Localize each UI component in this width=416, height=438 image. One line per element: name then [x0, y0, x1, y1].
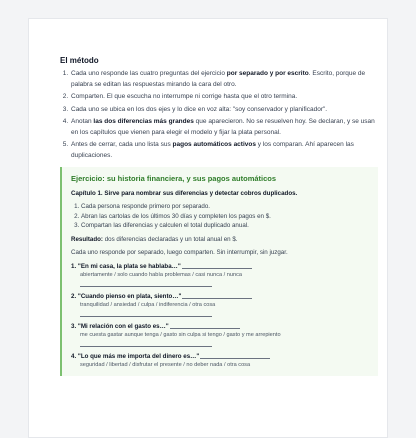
method-step: 3. Cada uno se ubica en los dos ejes y lo dice en voz alta: "soy conservador y planificador". — [70, 105, 376, 116]
prompt-text: "Lo que más me importa del dinero es…" — [77, 352, 200, 360]
chapter-label: Capítulo 1. Sirve para nombrar sus diferencias y detectar cobros duplicados. — [71, 190, 298, 197]
exercise-task: 1. Cada persona responde primero por separado. — [81, 202, 370, 212]
prompt-options: abiertamente / solo cuando había problemas / casi nunca / nunca — [80, 271, 243, 278]
method-heading: El método — [60, 56, 99, 65]
prompt-item: 3. "Mi relación con el gasto es…" me cuesta gastar aunque tenga / gasto sin culpa si tengo / gasto y me arrepiento — [71, 323, 370, 338]
prompt-item: 4. "Lo que más me importa del dinero es…" seguridad / libertad / disfrutar el presente / no deber nada / otra cosa — [71, 353, 370, 368]
prompt-item: 2. "Cuando pienso en plata, siento…" tranquilidad / ansiedad / culpa / indiferencia / otra cosa — [71, 293, 370, 308]
exercise-task: 3. Compartan las diferencias y calculen el total duplicado anual. — [81, 221, 370, 231]
method-step: 1. Cada uno responde las cuatro preguntas del ejercicio por separado y por escrito. Escrito, porque de palabra se editan las respuestas mirando la cara del otro. — [70, 69, 376, 90]
prompt-text: "Cuando pienso en plata, siento…" — [77, 292, 182, 300]
answer-line[interactable] — [80, 316, 212, 317]
prompt-text: "En mi casa, la plata se hablaba…" — [77, 262, 181, 270]
answer-blank[interactable] — [182, 298, 252, 299]
exercise-task: 2. Abran las cartolas de los últimos 30 días y completen los pagos en $. — [81, 212, 370, 222]
prompt-options: tranquilidad / ansiedad / culpa / indiferencia / otra cosa — [80, 301, 216, 308]
prompt-item: 1. "En mi casa, la plata se hablaba…" abiertamente / solo cuando había problemas / casi nunca / nunca — [71, 263, 370, 278]
answer-blank[interactable] — [182, 268, 252, 269]
answer-blank[interactable] — [200, 358, 270, 359]
exercise-title: Ejercicio: su historia financiera, y sus pagos automáticos — [71, 174, 277, 183]
prompt-options: seguridad / libertad / disfrutar el presente / no deber nada / otra cosa — [80, 361, 251, 368]
document-content — [60, 56, 376, 376]
document-page — [28, 18, 388, 438]
prompt-options: me cuesta gastar aunque tenga / gasto sin culpa si tengo / gasto y me arrepiento — [80, 331, 281, 338]
exercise-instruction: Cada uno responde por separado, luego comparten. Sin interrumpir, sin juzgar. — [71, 248, 288, 256]
answer-line[interactable] — [80, 346, 212, 347]
result-line: Resultado: dos diferencias declaradas y un total anual en $. — [71, 235, 238, 243]
answer-line[interactable] — [80, 286, 212, 287]
method-step: 5. Antes de cerrar, cada uno lista sus pagos automáticos activos y los comparan. Ahí aparecen las duplicaciones. — [70, 140, 376, 161]
method-steps-list — [60, 69, 376, 161]
method-step: 4. Anotan las dos diferencias más grandes que aparecieron. No se resuelven hoy. Se declaran, y se usan en los capítulos que vienen para elegir el modelo y fijar la plata personal. — [70, 117, 376, 138]
prompt-text: "Mi relación con el gasto es…" — [77, 322, 169, 330]
exercise-callout — [60, 167, 378, 376]
answer-blank[interactable] — [170, 328, 240, 329]
method-step: 2. Comparten. El que escucha no interrumpe ni corrige hasta que el otro termina. — [70, 92, 376, 103]
exercise-task-list — [71, 202, 370, 231]
